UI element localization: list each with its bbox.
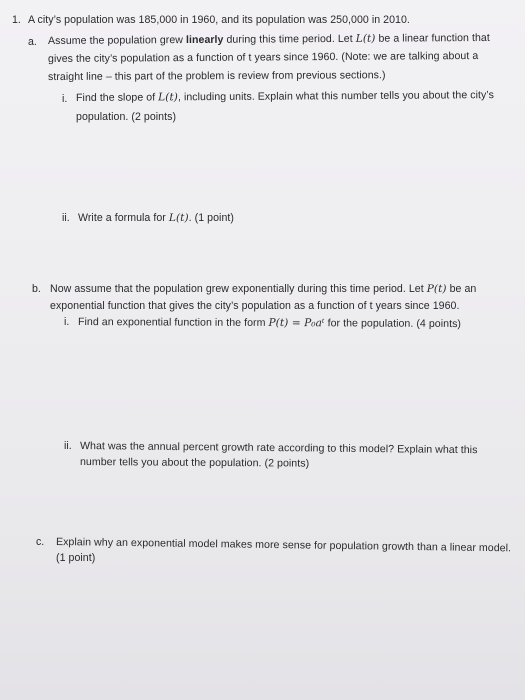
part-a-ii-marker: ii. <box>62 212 70 224</box>
part-b-text-2: be an <box>446 283 477 295</box>
question-stem: A city’s population was 185,000 in 1960, and its population was 250,000 in 2010. <box>28 14 410 26</box>
part-b-line-2: exponential function that gives the city’s population as a function of t years since 1960. <box>50 300 460 312</box>
part-b-text: Now assume that the population grew exponentially during this time period. Let <box>50 283 427 295</box>
part-b-ii-line-2: number tells you about the population. (2 points) <box>79 456 310 470</box>
part-b-i-formula: P(t) = P₀aᵗ <box>268 316 325 330</box>
part-a-i-text-2: , including units. Explain what this number tells you about the city’s <box>177 89 494 104</box>
part-a-line-3: straight line – this part of the problem is review from previous sections.) <box>47 69 386 83</box>
part-b-line-1 <box>50 283 476 296</box>
part-b-i-text: Find an exponential function in the form <box>77 316 269 329</box>
question-number: 1. <box>12 14 21 26</box>
part-c-marker: c. <box>36 536 45 548</box>
part-a-ii-line <box>78 212 234 225</box>
part-b-i-line <box>78 316 461 331</box>
part-a-ii-text: Write a formula for <box>78 212 169 224</box>
part-b-function-P: P(t) <box>426 283 447 295</box>
part-a-i-function-L: L(t) <box>158 91 178 104</box>
part-c-line-2: (1 point) <box>56 552 96 564</box>
part-c-line-1: Explain why an exponential model makes more sense for population growth than a linear model. <box>55 536 512 555</box>
part-a-line-1 <box>48 32 490 48</box>
part-a-line-1-text-3: be a linear function that <box>375 31 490 45</box>
part-a-i-marker: i. <box>62 93 68 105</box>
part-a-function-L: L(t) <box>355 32 376 45</box>
part-a-line-1-text: Assume the population grew <box>47 34 187 47</box>
part-a-ii-text-2: . (1 point) <box>188 212 234 224</box>
part-b-marker: b. <box>32 283 41 295</box>
part-a-ii-function-L: L(t) <box>168 212 189 224</box>
part-a-line-1-text-2: during this time period. Let <box>223 32 356 46</box>
part-a-marker: a. <box>28 36 37 48</box>
part-a-emphasis: linearly <box>185 33 224 47</box>
part-b-ii-marker: ii. <box>64 440 72 452</box>
part-b-i-marker: i. <box>64 316 70 328</box>
part-b-ii-line-1: What was the annual percent growth rate according to this model? Explain what this <box>79 440 478 457</box>
part-a-i-line-1 <box>76 89 494 105</box>
part-a-line-2: gives the city’s population as a function of t years since 1960. (Note: we are talking about a <box>47 49 479 65</box>
part-a-i-line-2: population. (2 points) <box>76 111 177 123</box>
part-a-i-text: Find the slope of <box>75 91 159 104</box>
part-b-i-text-2: for the population. (4 points) <box>324 317 462 331</box>
